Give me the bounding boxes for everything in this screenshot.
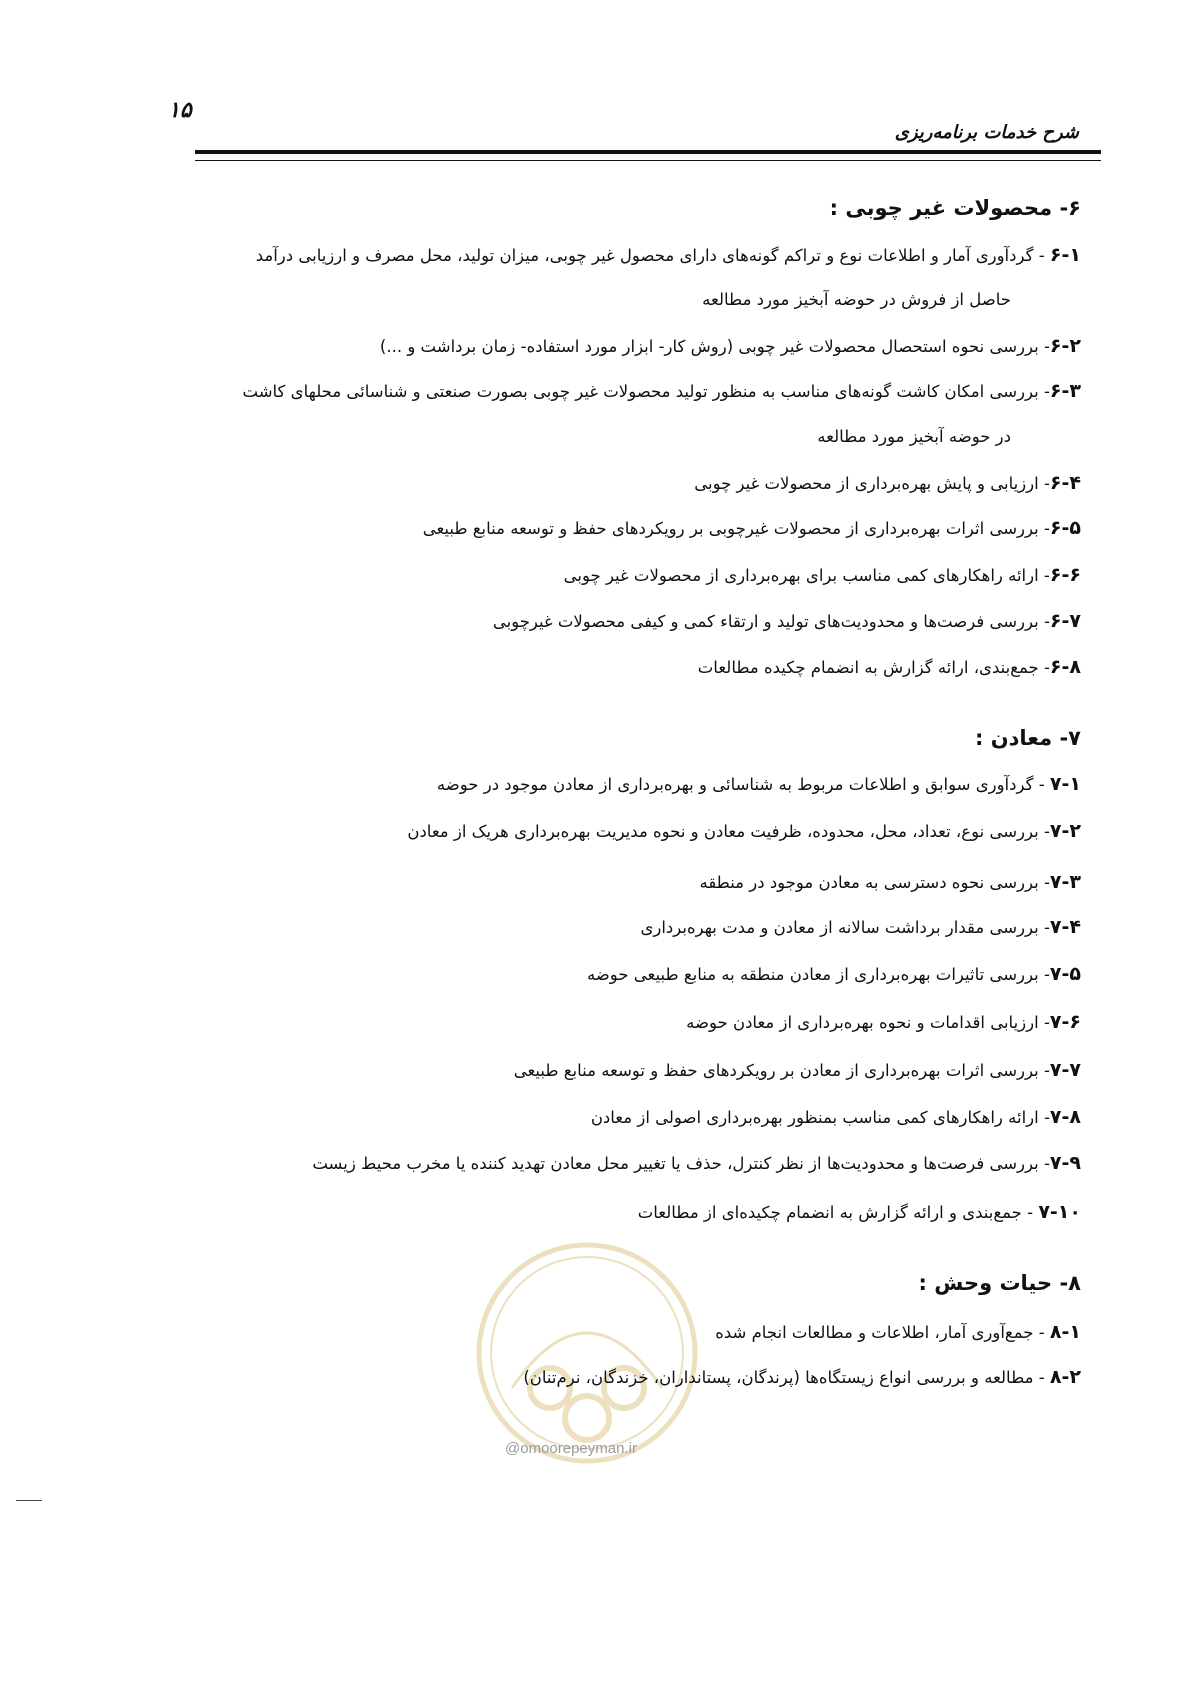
item-continuation: در حوضه آبخیز مورد مطالعه: [817, 427, 1011, 446]
list-item: [715, 1321, 1081, 1343]
item-number: ۷-۳: [1049, 871, 1081, 893]
margin-mark: [16, 1500, 42, 1501]
list-item: [587, 963, 1081, 985]
item-number: ۶-۶: [1049, 564, 1081, 586]
item-number: ۷-۸: [1049, 1106, 1081, 1128]
header-rule: [195, 150, 1101, 154]
item-number: ۷-۷: [1049, 1059, 1081, 1081]
item-number: ۷-۲: [1049, 820, 1081, 842]
list-item: [694, 472, 1081, 494]
item-text: - بررسی امکان کاشت گونه‌های مناسب به منظور تولید محصولات غیر چوبی بصورت صنعتی و شناسائی محلهای کاشت: [242, 382, 1050, 401]
list-item: [514, 1059, 1081, 1081]
item-number: ۶-۸: [1049, 656, 1081, 678]
item-text: - بررسی اثرات بهره‌برداری از محصولات غیرچوبی بر رویکردهای حفظ و توسعه منابع طبیعی: [422, 519, 1050, 538]
item-number: ۸-۱: [1049, 1321, 1081, 1343]
list-item: [380, 335, 1081, 357]
section-heading-wildlife: ۸- حیات وحش :: [918, 1271, 1081, 1295]
item-number: ۷-۶: [1049, 1011, 1081, 1033]
item-text: - ارزیابی اقدامات و نحوه بهره‌برداری از معادن حوضه: [686, 1013, 1050, 1032]
list-item: [437, 773, 1081, 795]
item-text: - جمع‌بندی و ارائه گزارش به انضمام چکیده‌ای از مطالعات: [637, 1203, 1039, 1222]
list-item: [423, 517, 1081, 539]
item-number: ۷-۴: [1049, 916, 1081, 938]
item-text: - گردآوری آمار و اطلاعات نوع و تراکم گونه‌های دارای محصول غیر چوبی، میزان تولید، محل مصرف و ارزیابی درآمد: [255, 246, 1050, 265]
item-text: - بررسی تاثیرات بهره‌برداری از معادن منطقه به منابع طبیعی حوضه: [586, 965, 1050, 984]
item-number: ۶-۴: [1049, 472, 1081, 494]
list-item: [640, 916, 1081, 938]
item-text: - بررسی اثرات بهره‌برداری از معادن بر رویکردهای حفظ و توسعه منابع طبیعی: [513, 1061, 1050, 1080]
item-number: ۷-۵: [1049, 963, 1081, 985]
watermark-logo: [472, 1238, 702, 1468]
list-item: [564, 564, 1081, 586]
item-text: - بررسی فرصت‌ها و محدودیت‌ها از نظر کنترل، حذف یا تغییر محل معادن تهدید کننده یا مخرب محیط زیست: [312, 1154, 1050, 1173]
watermark-url: @omoorepeyman.ir: [505, 1440, 637, 1457]
item-number: ۶-۱: [1049, 244, 1081, 266]
item-number: ۶-۵: [1049, 517, 1081, 539]
list-item: [638, 1201, 1081, 1223]
list-item: [523, 1366, 1081, 1388]
item-number: ۶-۲: [1049, 335, 1081, 357]
header-rule-thin: [195, 160, 1101, 161]
item-number: ۷-۱: [1049, 773, 1081, 795]
item-number: ۷-۹: [1049, 1152, 1081, 1174]
item-text: - بررسی نحوه استحصال محصولات غیر چوبی (روش کار- ابزار مورد استفاده- زمان برداشت و ...): [379, 337, 1050, 356]
item-continuation: حاصل از فروش در حوضه آبخیز مورد مطالعه: [702, 290, 1011, 309]
list-item: [698, 656, 1081, 678]
item-text: - ارزیابی و پایش بهره‌برداری از محصولات غیر چوبی: [694, 474, 1050, 493]
list-item: [312, 1152, 1081, 1174]
item-text: - بررسی نحوه دسترسی به معادن موجود در منطقه: [699, 873, 1050, 892]
item-number: ۷-۱۰: [1038, 1201, 1081, 1223]
item-text: - مطالعه و بررسی انواع زیستگاه‌ها (پرندگان، پستانداران، خزندگان، نرم‌تنان): [523, 1368, 1050, 1387]
list-item: [591, 1106, 1081, 1128]
page-number: ۱۵: [168, 98, 192, 123]
item-text: - جمع‌بندی، ارائه گزارش به انضمام چکیده مطالعات: [697, 658, 1050, 677]
item-number: ۸-۲: [1049, 1366, 1081, 1388]
item-text: - گردآوری سوابق و اطلاعات مربوط به شناسائی و بهره‌برداری از معادن موجود در حوضه: [436, 775, 1050, 794]
item-text: - بررسی مقدار برداشت سالانه از معادن و مدت بهره‌برداری: [640, 918, 1050, 937]
item-text: - ارائه راهکارهای کمی مناسب برای بهره‌برداری از محصولات غیر چوبی: [563, 566, 1050, 585]
list-item: [407, 820, 1081, 842]
item-number: ۶-۷: [1049, 610, 1081, 632]
section-heading-non-wood-products: ۶- محصولات غیر چوبی :: [829, 196, 1081, 220]
running-title: شرح خدمات برنامه‌ریزی: [894, 122, 1079, 143]
item-text: - جمع‌آوری آمار، اطلاعات و مطالعات انجام شده: [715, 1323, 1050, 1342]
list-item: [493, 610, 1081, 632]
list-item: [686, 1011, 1081, 1033]
list-item: [699, 871, 1081, 893]
item-text: - بررسی نوع، تعداد، محل، محدوده، ظرفیت معادن و نحوه مدیریت بهره‌برداری هریک از معادن: [407, 822, 1050, 841]
item-text: - ارائه راهکارهای کمی مناسب بمنظور بهره‌برداری اصولی از معادن: [590, 1108, 1050, 1127]
item-text: - بررسی فرصت‌ها و محدودیت‌های تولید و ارتقاء کمی و کیفی محصولات غیرچوبی: [492, 612, 1050, 631]
item-number: ۶-۳: [1049, 380, 1081, 402]
list-item: [243, 380, 1082, 402]
list-item: [256, 244, 1081, 266]
section-heading-mines: ۷- معادن :: [974, 726, 1081, 750]
